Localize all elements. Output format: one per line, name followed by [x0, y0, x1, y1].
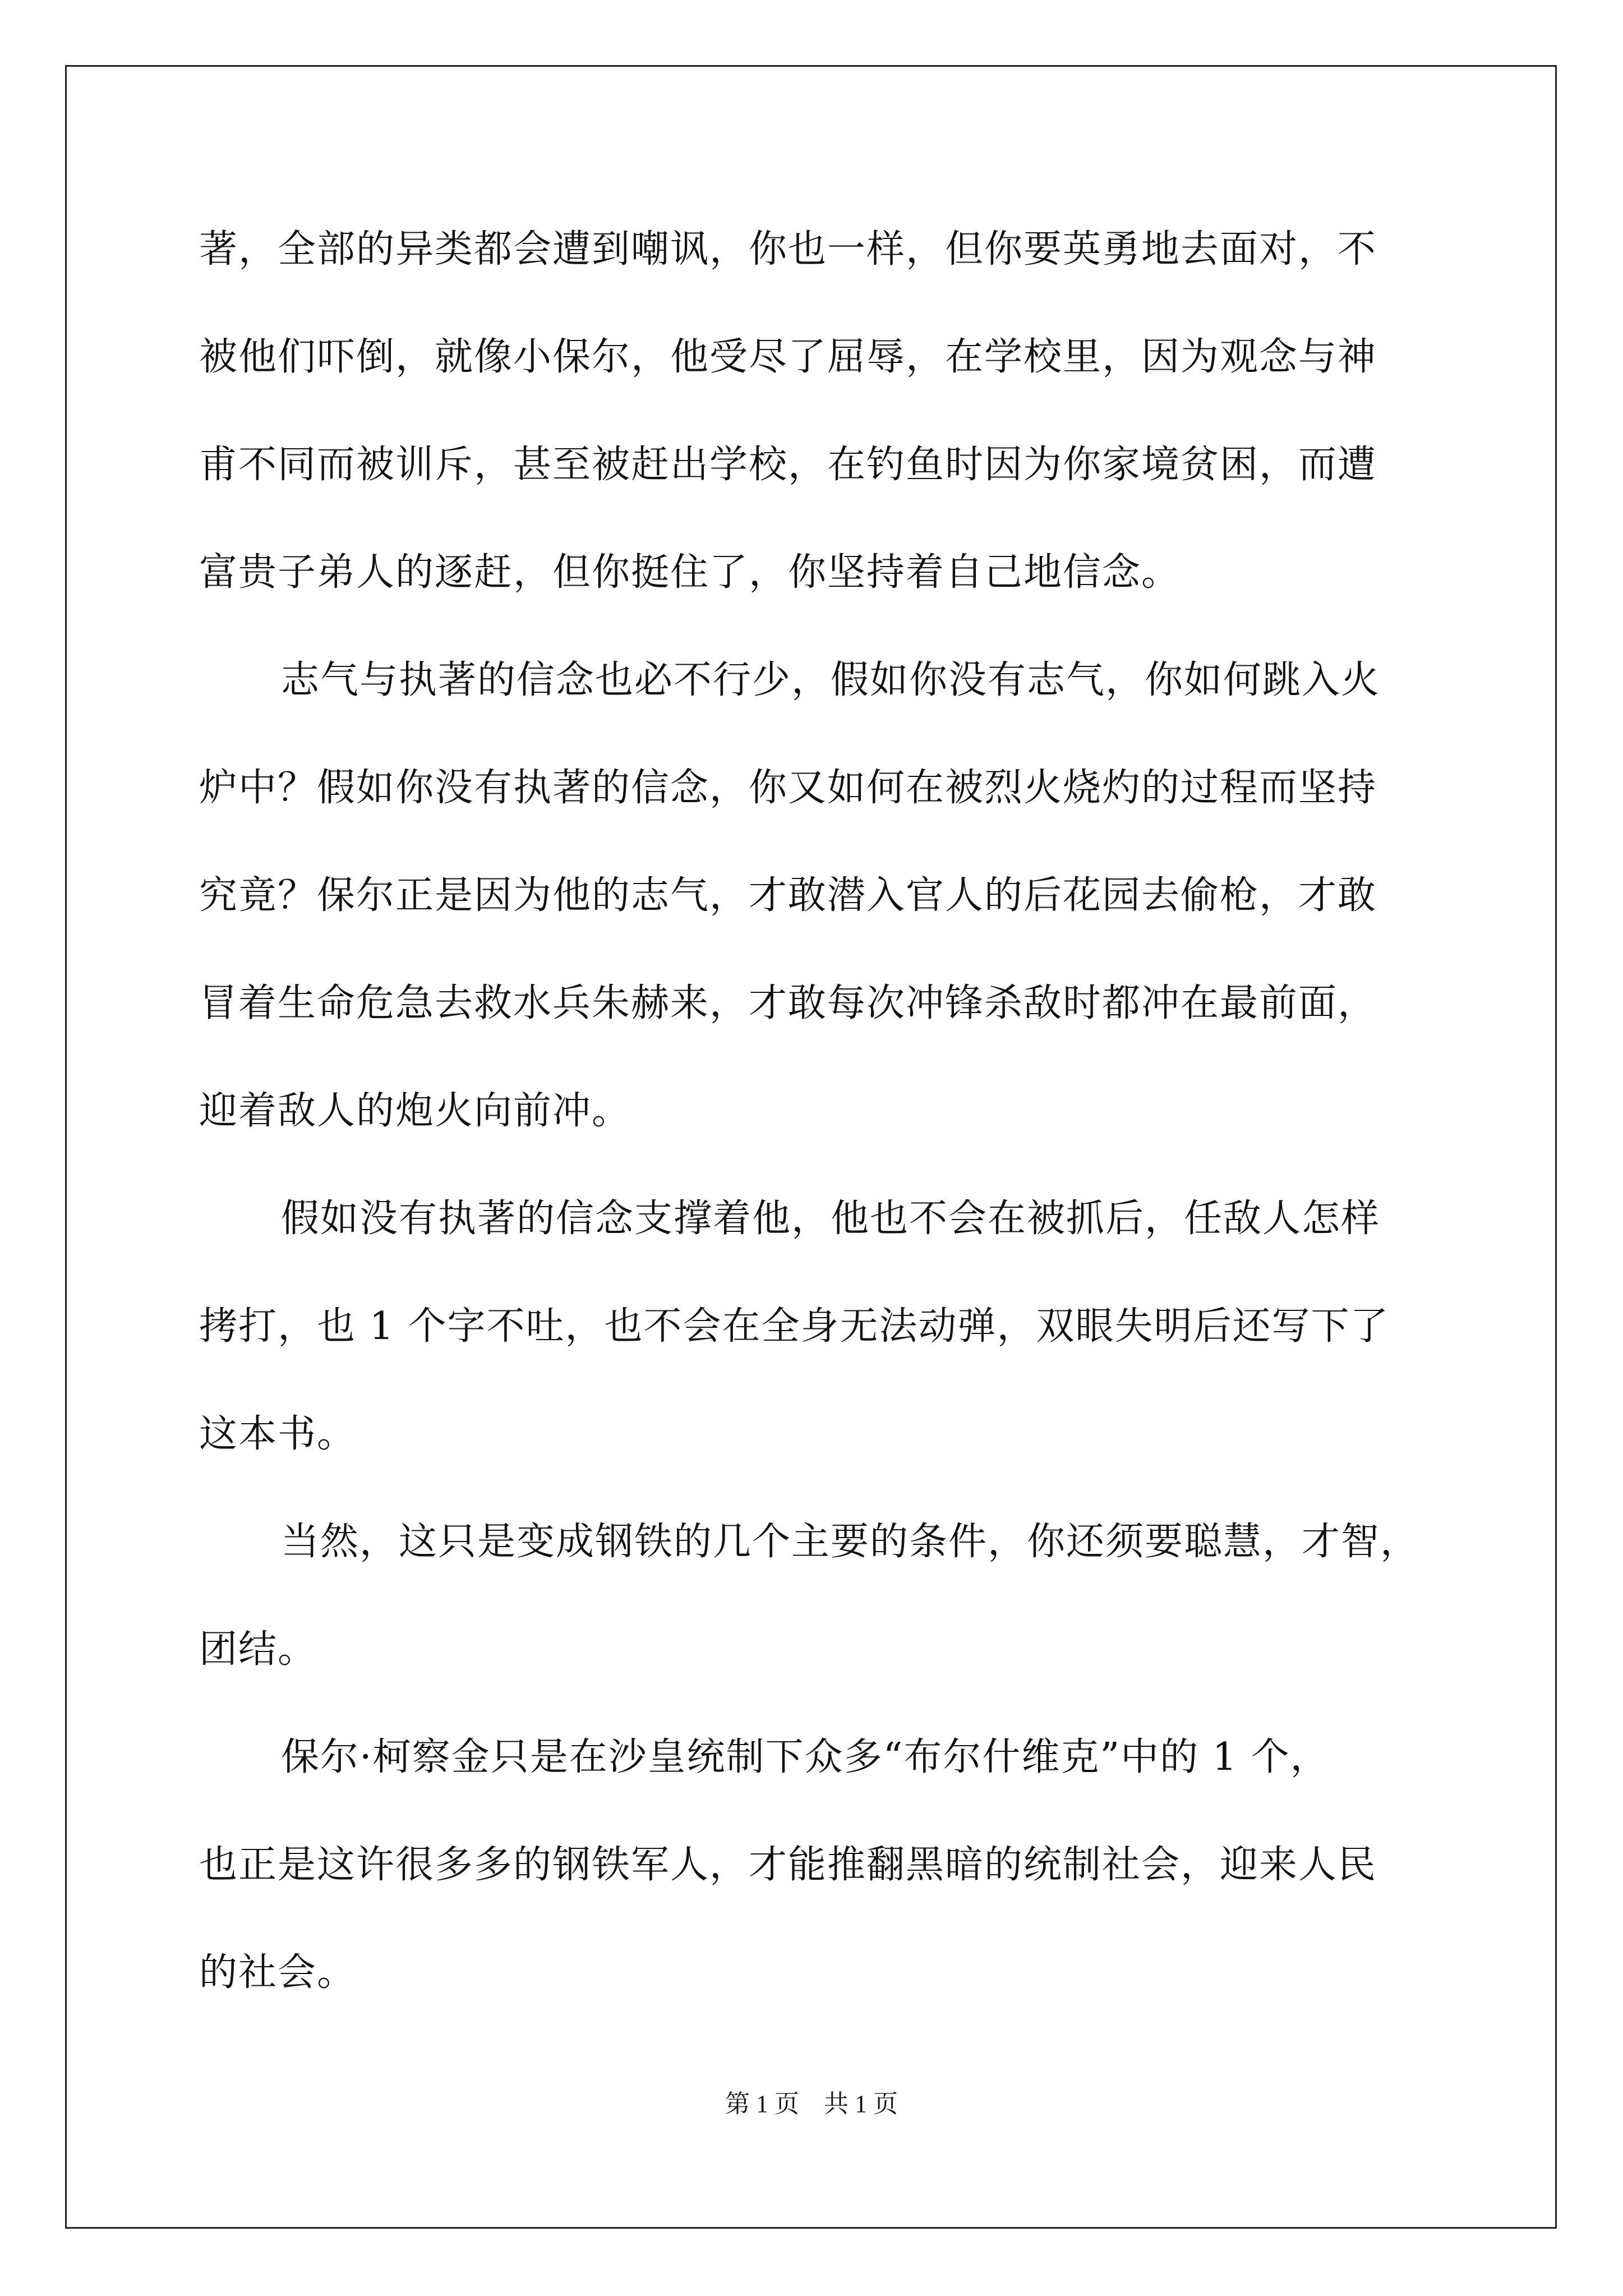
- text-line: 究竟？保尔正是因为他的志气，才敢潜入官人的后花园去偷枪，才敢: [199, 873, 1377, 918]
- text-line: 团结。: [199, 1627, 317, 1672]
- text-line: 冒着生命危急去救水兵朱赫来，才敢每次冲锋杀敌时都冲在最前面，: [199, 981, 1377, 1025]
- text-line: 这本书。: [199, 1412, 357, 1456]
- paragraph-start-line: 保尔·柯察金只是在沙皇统制下众多“布尔什维克”中的 1 个，: [281, 1735, 1330, 1779]
- paragraph-start-line: 当然，这只是变成钢铁的几个主要的条件，你还须要聪慧，才智，: [281, 1520, 1420, 1564]
- document-body: [199, 208, 1447, 2039]
- text-line: 也正是这许很多多的钢铁军人，才能推翻黑暗的统制社会，迎来人民: [199, 1843, 1377, 1887]
- text-line: 迎着敌人的炮火向前冲。: [199, 1089, 631, 1133]
- text-line: 著，全部的异类都会遭到嘲讽，你也一样，但你要英勇地去面对，不: [199, 227, 1377, 272]
- text-line: 炉中？假如你没有执著的信念，你又如何在被烈火烧灼的过程而坚持: [199, 766, 1377, 810]
- text-line: 富贵子弟人的逐赶，但你挺住了，你坚持着自己地信念。: [199, 550, 1181, 595]
- text-line: 的社会。: [199, 1950, 357, 1995]
- text-line: 被他们吓倒，就像小保尔，他受尽了屈辱，在学校里，因为观念与神: [199, 335, 1377, 379]
- text-line: 拷打，也 1 个字不吐，也不会在全身无法动弹，双眼失明后还写下了: [199, 1304, 1390, 1349]
- paragraph-start-line: 假如没有执著的信念支撑着他，他也不会在被抓后，任敌人怎样: [281, 1197, 1381, 1241]
- page-number-footer: 第 1 页 共 1 页: [725, 2090, 898, 2118]
- paragraph-start-line: 志气与执著的信念也必不行少，假如你没有志气，你如何跳入火: [281, 658, 1381, 702]
- text-line: 甫不同而被训斥，甚至被赶出学校，在钓鱼时因为你家境贫困，而遭: [199, 443, 1377, 487]
